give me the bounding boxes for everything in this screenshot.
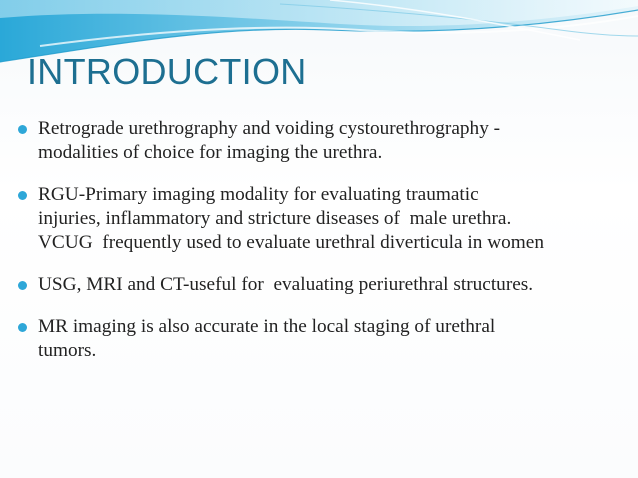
bullet-dot-icon (18, 281, 27, 290)
bullet-text-line: Retrograde urethrography and voiding cystourethrography - (38, 118, 501, 139)
bullet-text-line: USG, MRI and CT-useful for evaluating periurethral structures. (38, 274, 534, 295)
bullet-text-line: modalities of choice for imaging the urethra. (38, 142, 383, 163)
bullet-item (18, 273, 633, 297)
bullet-item (18, 183, 633, 255)
bullet-text-line: RGU-Primary imaging modality for evaluating traumatic (38, 184, 479, 205)
bullet-text-line: VCUG frequently used to evaluate urethral diverticula in women (38, 232, 544, 253)
bullet-list (18, 117, 633, 381)
bullet-dot-icon (18, 323, 27, 332)
bullet-text-line: MR imaging is also accurate in the local staging of urethral (38, 316, 496, 337)
bullet-dot-icon (18, 125, 27, 134)
slide-title: INTRODUCTION (27, 51, 307, 92)
bullet-item (18, 315, 633, 363)
bullet-item (18, 117, 633, 165)
bullet-dot-icon (18, 191, 27, 200)
bullet-text-line: tumors. (38, 340, 97, 361)
bullet-text-line: injuries, inflammatory and stricture diseases of male urethra. (38, 208, 512, 229)
